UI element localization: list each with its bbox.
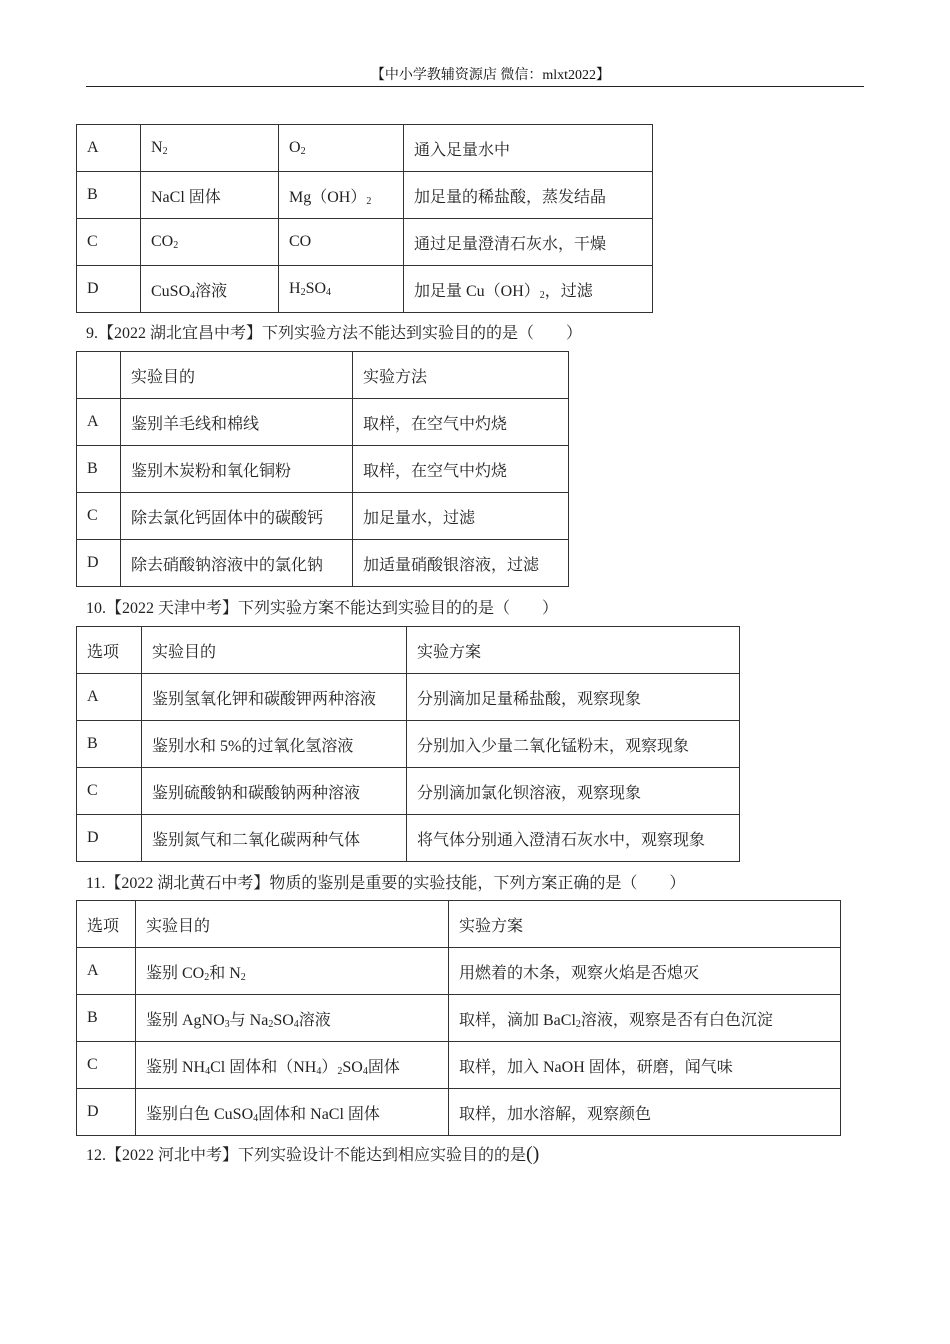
- substance-cell: CuSO$_4$溶液: [141, 266, 279, 313]
- q12-title: [86, 1142, 539, 1166]
- table-row: [77, 721, 740, 768]
- table-row: [77, 995, 841, 1042]
- table-row: [77, 219, 653, 266]
- table-header-row: [77, 627, 740, 674]
- goal-cell: 鉴别氢氧化钾和碳酸钾两种溶液: [142, 674, 407, 721]
- plan-cell: 分别加入少量二氧化锰粉末，观察现象: [407, 721, 740, 768]
- option-cell: D: [77, 540, 121, 587]
- table-row: [77, 172, 653, 219]
- q10-title: 10.【2022 天津中考】下列实验方案不能达到实验目的的是（ ）: [86, 600, 559, 617]
- method-cell: 通过足量澄清石灰水，干燥: [404, 219, 653, 266]
- option-cell: C: [77, 768, 142, 815]
- header-cell: 实验方法: [353, 352, 569, 399]
- table-row: [77, 948, 841, 995]
- table-row: [77, 768, 740, 815]
- goal-cell: 鉴别羊毛线和棉线: [121, 399, 353, 446]
- option-cell: C: [77, 493, 121, 540]
- method-cell: 加适量硝酸银溶液，过滤: [353, 540, 569, 587]
- option-cell: C: [77, 1042, 136, 1089]
- table-row: [77, 125, 653, 172]
- answer-paren: (): [526, 1143, 540, 1165]
- substance-cell: $CO_2$: [141, 219, 279, 266]
- q11-title: 11.【2022 湖北黄石中考】物质的鉴别是重要的实验技能，下列方案正确的是（ ）: [86, 875, 686, 892]
- table-row: [77, 815, 740, 862]
- impurity-cell: $O_2$: [279, 125, 404, 172]
- option-cell: B: [77, 995, 136, 1042]
- table-row: [77, 1042, 841, 1089]
- q9-table: [76, 351, 569, 587]
- header-cell: 实验目的: [142, 627, 407, 674]
- goal-cell: 鉴别白色 CuSO$_4$固体和 NaCl 固体: [136, 1089, 449, 1136]
- option-cell: B: [77, 721, 142, 768]
- option-cell: A: [77, 125, 141, 172]
- table-header-row: [77, 901, 841, 948]
- option-cell: D: [77, 266, 141, 313]
- goal-cell: 鉴别硫酸钠和碳酸钠两种溶液: [142, 768, 407, 815]
- goal-cell: 除去硝酸钠溶液中的氯化钠: [121, 540, 353, 587]
- q8-table: [76, 124, 653, 313]
- goal-cell: 鉴别水和 5%的过氧化氢溶液: [142, 721, 407, 768]
- goal-cell: 除去氯化钙固体中的碳酸钙: [121, 493, 353, 540]
- method-cell: 取样，在空气中灼烧: [353, 399, 569, 446]
- substance-cell: NaCl 固体: [141, 172, 279, 219]
- table-row: [77, 266, 653, 313]
- option-cell: A: [77, 399, 121, 446]
- method-cell: 通入足量水中: [404, 125, 653, 172]
- table-row: [77, 674, 740, 721]
- plan-cell: 取样，加入 NaOH 固体，研磨，闻气味: [449, 1042, 841, 1089]
- goal-cell: 鉴别氮气和二氧化碳两种气体: [142, 815, 407, 862]
- header-cell: 实验方案: [449, 901, 841, 948]
- table-row: [77, 493, 569, 540]
- table-row: [77, 1089, 841, 1136]
- option-cell: C: [77, 219, 141, 266]
- plan-cell: 将气体分别通入澄清石灰水中，观察现象: [407, 815, 740, 862]
- option-cell: A: [77, 674, 142, 721]
- plan-cell: 分别滴加足量稀盐酸，观察现象: [407, 674, 740, 721]
- header-cell: [77, 352, 121, 399]
- table-row: [77, 399, 569, 446]
- option-cell: D: [77, 1089, 136, 1136]
- q10-table: [76, 626, 740, 862]
- option-cell: B: [77, 446, 121, 493]
- plan-cell: 用燃着的木条，观察火焰是否熄灭: [449, 948, 841, 995]
- method-cell: 加足量 $Cu(OH)_2$，过滤: [404, 266, 653, 313]
- table-row: [77, 446, 569, 493]
- goal-cell: 鉴别 $NH_4Cl$ 固体和$(NH_4)_2SO_4$固体: [136, 1042, 449, 1089]
- q9-title: 9.【2022 湖北宜昌中考】下列实验方法不能达到实验目的的是（ ）: [86, 325, 583, 342]
- header-cell: 实验目的: [121, 352, 353, 399]
- option-cell: D: [77, 815, 142, 862]
- plan-cell: 分别滴加氯化钡溶液，观察现象: [407, 768, 740, 815]
- method-cell: 取样，在空气中灼烧: [353, 446, 569, 493]
- goal-cell: 鉴别 $CO_2$和 $N_2$: [136, 948, 449, 995]
- header-cell: 选项: [77, 901, 136, 948]
- header-rule: [86, 86, 864, 87]
- table-row: [77, 540, 569, 587]
- impurity-cell: $Mg(OH)_2$: [279, 172, 404, 219]
- header-cell: 选项: [77, 627, 142, 674]
- q11-table: [76, 900, 841, 1136]
- page-header: 【中小学教辅资源店 微信：mlxt2022】: [370, 68, 610, 83]
- option-cell: B: [77, 172, 141, 219]
- header-cell: 实验目的: [136, 901, 449, 948]
- goal-cell: 鉴别 AgNO$_3$与 $Na_2SO_4$溶液: [136, 995, 449, 1042]
- impurity-cell: CO: [279, 219, 404, 266]
- option-cell: A: [77, 948, 136, 995]
- plan-cell: 取样，滴加 BaCl$_2$溶液，观察是否有白色沉淀: [449, 995, 841, 1042]
- plan-cell: 取样，加水溶解，观察颜色: [449, 1089, 841, 1136]
- impurity-cell: $H_2SO_4$: [279, 266, 404, 313]
- goal-cell: 鉴别木炭粉和氧化铜粉: [121, 446, 353, 493]
- method-cell: 加足量的稀盐酸，蒸发结晶: [404, 172, 653, 219]
- header-cell: 实验方案: [407, 627, 740, 674]
- table-header-row: [77, 352, 569, 399]
- substance-cell: $N_2$: [141, 125, 279, 172]
- method-cell: 加足量水，过滤: [353, 493, 569, 540]
- q12-text: 12.【2022 河北中考】下列实验设计不能达到相应实验目的的是: [86, 1147, 527, 1164]
